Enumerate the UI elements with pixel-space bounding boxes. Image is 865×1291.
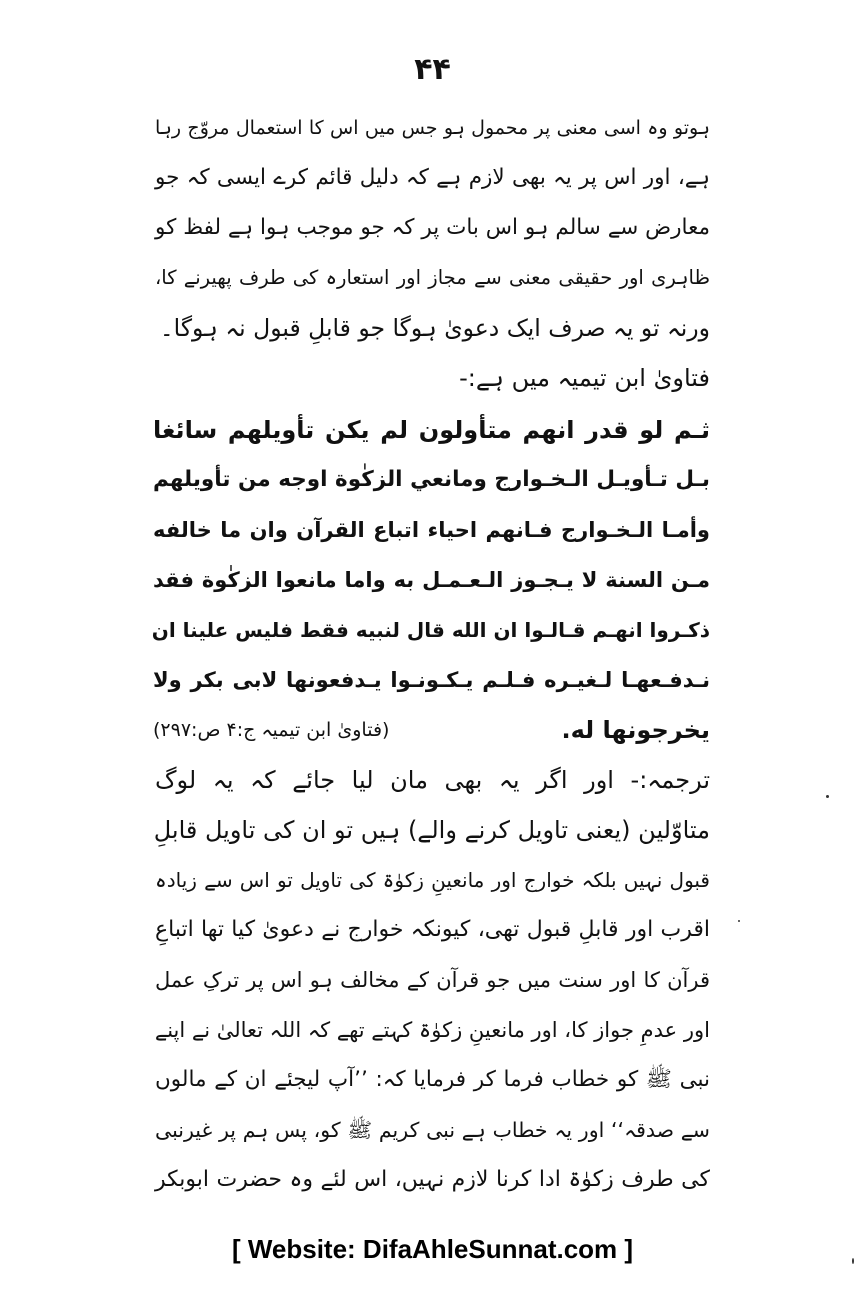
urdu-paragraph-1	[155, 103, 710, 403]
scan-speck	[826, 795, 829, 798]
arabic-line: ذكـروا انهـم قـالـوا ان الله قال لنبيه فقط فليس علينا ان	[151, 618, 710, 642]
text-line: ظاہری اور حقیقی معنی سے مجاز اور استعارہ کی طرف پھیرنے کا،	[155, 266, 710, 289]
scan-speck	[738, 920, 740, 922]
text-line: اقرب اور قابلِ قبول تھی، کیونکہ خوارج نے دعویٰ کیا تھا اتباعِ	[155, 917, 710, 942]
arabic-line: نـدفـعهـا لـغيـره فـلـم يـكـونـوا يـدفعونها لابى بكر ولا	[153, 668, 710, 692]
reference-citation: (فتاویٰ ابن تیمیہ ج:۴ ص:۲۹۷)	[153, 719, 390, 741]
translation-paragraph	[155, 755, 710, 1205]
text-line: ترجمہ:- اور اگر یہ بھی مان لیا جائے کہ یہ لوگ	[155, 766, 710, 794]
text-line: متاوّلین (یعنی تاویل کرنے والے) ہیں تو ان کی تاویل قابلِ	[153, 816, 710, 844]
text-line: معارض سے سالم ہو اس بات پر کہ جو موجب ہوا ہے لفظ کو	[155, 215, 710, 240]
arabic-quote	[153, 405, 710, 755]
arabic-line: مـن السنة لا يـجـوز الـعـمـل به واما مانعوا الزكٰوة فقد	[153, 568, 710, 592]
text-line: قرآن کا اور سنت میں جو قرآن کے مخالف ہو اس پر ترکِ عمل	[155, 968, 710, 992]
arabic-line-end: يخرجونها له.	[561, 716, 710, 744]
text-line: ہوتو وہ اسی معنی پر محمول ہو جس میں اس کا استعمال مروّج رہا	[155, 117, 710, 139]
text-line: ورنہ تو یہ صرف ایک دعویٰ ہوگا جو قابلِ قبول نہ ہوگا۔	[159, 314, 710, 342]
scan-speck	[852, 1258, 854, 1264]
website-footer: [ Website: DifaAhleSunnat.com ]	[231, 1234, 634, 1264]
arabic-line: بـل تـأويـل الـخـوارج ومانعي الزكٰوة اوجه من تأويلهم	[153, 467, 710, 492]
text-line: سے صدقہ‘‘ اور یہ خطاب ہے نبی کریم ﷺ کو، پس ہم پر غیرنبی	[155, 1118, 710, 1142]
arabic-last-line	[153, 705, 710, 755]
text-line: قبول نہیں بلکہ خوارج اور مانعینِ زکوٰۃ کی تاویل تو اس سے زیادہ	[155, 868, 710, 892]
page-number: ۴۴	[414, 52, 451, 87]
arabic-line: وأمـا الـخـوارج فـانهم احياء اتباع القرآن وان ما خالفه	[153, 518, 710, 542]
text-line: ہے، اور اس پر یہ بھی لازم ہے کہ دلیل قائم کرے ایسی کہ جو	[155, 165, 710, 190]
section-heading: فتاویٰ ابن تیمیہ میں ہے:-	[459, 364, 710, 392]
text-line: نبی ﷺ کو خطاب فرما کر فرمایا کہ: ’’آپ لیجئے ان کے مالوں	[155, 1067, 710, 1092]
text-line: اور عدمِ جواز کا، اور مانعینِ زکوٰۃ کہتے تھے کہ اللہ تعالیٰ نے اپنے	[154, 1018, 710, 1042]
arabic-line: ثـم لو قدر انهم متأولون لم يكن تأويلهم سائغا	[153, 416, 710, 444]
text-line: کی طرف زکوٰۃ ادا کرنا لازم نہیں، اس لئے وہ حضرت ابوبکر	[155, 1167, 710, 1192]
